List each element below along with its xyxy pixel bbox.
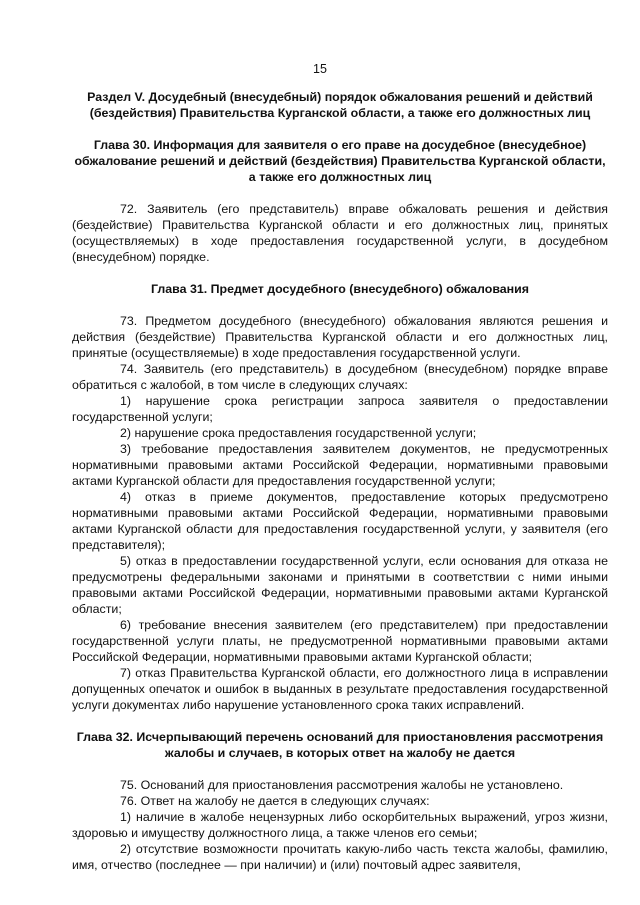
paragraph-76: 76. Ответ на жалобу не дается в следующих случаях: xyxy=(120,794,430,808)
chapter-32-title: Глава 32. Исчерпывающий перечень оснований для приостановления рассмотрения жалобы и случаев, в которых ответ на жалобу не дается xyxy=(76,730,604,760)
list-item-74-2: 2) нарушение срока предоставления государственной услуги; xyxy=(120,426,477,440)
chapter-31-title: Глава 31. Предмет досудебного (внесудебного) обжалования xyxy=(150,282,529,296)
page-number: 15 xyxy=(313,62,327,76)
list-item-74-7: 7) отказ Правительства Курганской области, его должностного лица в исправлении допущенных опечаток и ошибок в выданных в результате предоставления государственной услуги документах либо нарушение установленного срока таких исправлений. xyxy=(72,666,608,712)
document-body xyxy=(72,89,608,873)
paragraph-73: 73. Предметом досудебного (внесудебного) обжалования являются решения и действия (бездействие) Правительства Курганской области и его должностных лиц, принятые (осуществляемые) в ходе предоставления государственной услуги. xyxy=(72,314,608,360)
list-item-76-2: 2) отсутствие возможности прочитать какую-либо часть текста жалобы, фамилию, имя, отчество (последнее — при наличии) и (или) почтовый адрес заявителя, xyxy=(72,842,608,872)
paragraph-72: 72. Заявитель (его представитель) вправе обжаловать решения и действия (бездействие) Правительства Курганской области и его должностных лиц, принятых (осуществляемых) в ходе предоставления государственной услуги, в досудебном (внесудебном) порядке. xyxy=(72,202,608,264)
list-item-74-5: 5) отказ в предоставлении государственной услуги, если основания для отказа не предусмотрены федеральными законами и принятыми в соответствии с ними иными правовыми актами Российской Федерации, нормативными правовыми актами Курганской области; xyxy=(72,554,608,616)
paragraph-75: 75. Оснований для приостановления рассмотрения жалобы не установлено. xyxy=(120,778,564,792)
paragraph-74: 74. Заявитель (его представитель) в досудебном (внесудебном) порядке вправе обратиться с жалобой, в том числе в следующих случаях: xyxy=(72,362,608,392)
list-item-76-1: 1) наличие в жалобе нецензурных либо оскорбительных выражений, угроз жизни, здоровью и имуществу должностного лица, а также членов его семьи; xyxy=(72,810,608,840)
chapter-32-body xyxy=(72,777,608,873)
list-item-74-4: 4) отказ в приеме документов, предоставление которых предусмотрено нормативными правовыми актами Российской Федерации, нормативными правовыми актами Курганской области для предоставления государственной услуги, у заявителя (его представителя); xyxy=(72,490,608,552)
chapter-31-body xyxy=(72,313,608,713)
list-item-74-3: 3) требование предоставления заявителем документов, не предусмотренных нормативными правовыми актами Российской Федерации, нормативными правовыми актами Курганской области для предоставления государственной услуги; xyxy=(72,442,608,488)
list-item-74-1: 1) нарушение срока регистрации запроса заявителя о предоставлении государственной услуги; xyxy=(72,394,608,424)
section-title: Раздел V. Досудебный (внесудебный) порядок обжалования решений и действий (бездействия) Правительства Курганской области, а также его должностных лиц xyxy=(87,90,593,120)
list-item-74-6: 6) требование внесения заявителем (его представителем) при предоставлении государственной услуги платы, не предусмотренной нормативными правовыми актами Российской Федерации, нормативными правовыми актами Курганской области; xyxy=(72,618,608,664)
chapter-30-title: Глава 30. Информация для заявителя о его праве на досудебное (внесудебное) обжалование решений и действий (бездействия) Правительства Курганской области, а также его должностных лиц xyxy=(74,138,606,184)
chapter-30-body xyxy=(72,201,608,265)
